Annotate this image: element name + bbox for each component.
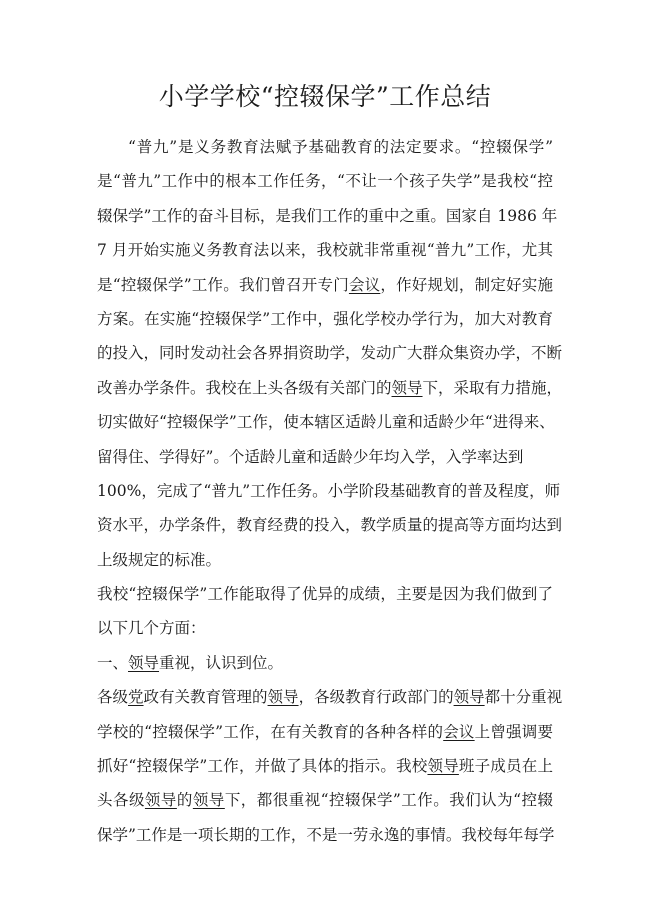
- underlined-term: 领导: [267, 688, 299, 707]
- text-segment: 留得住、学得好”。个适龄儿童和适龄少年均入学，入学率达到: [97, 447, 524, 466]
- text-segment: 辍保学”工作的奋斗目标，是我们工作的重中之重。国家自 1986 年: [97, 206, 558, 225]
- document-title: 小学学校“控辍保学”工作总结: [158, 82, 492, 111]
- text-line: [97, 611, 553, 645]
- text-segment: 是“控辍保学”工作。我们曾召开专门: [97, 275, 349, 294]
- text-line: [97, 474, 561, 508]
- text-line: [97, 749, 553, 783]
- text-line: [97, 715, 553, 749]
- text-segment: 下，采取有力措施，: [422, 378, 563, 397]
- text-line: [97, 164, 553, 198]
- text-line: [97, 199, 558, 233]
- text-segment: 学校的“控辍保学”工作，在有关教育的各种各样的: [97, 722, 444, 741]
- text-segment: 一、: [97, 653, 129, 672]
- text-line: [97, 405, 553, 439]
- text-line: [97, 371, 563, 405]
- text-line: [97, 233, 553, 267]
- text-line: [97, 577, 553, 611]
- text-segment: ，作好规划，制定好实施: [380, 275, 553, 294]
- text-segment: 保学”工作是一项长期的工作，不是一劳永逸的事情。我校每年每学: [97, 825, 555, 844]
- document-body: [97, 130, 563, 852]
- underlined-term: 领导: [453, 688, 485, 707]
- text-segment: 我校“控辍保学”工作能取得了优异的成绩，主要是因为我们做到了: [97, 585, 553, 604]
- text-segment: 上级规定的标准。: [97, 550, 222, 569]
- text-line: [97, 302, 553, 336]
- text-line: [97, 336, 563, 370]
- underlined-term: 党: [128, 688, 144, 707]
- underlined-term: 会议: [348, 275, 381, 294]
- text-segment: 是“普九”工作中的根本工作任务，“不让一个孩子失学”是我校“控: [97, 172, 553, 191]
- text-segment: 切实做好“控辍保学”工作，使本辖区适龄儿童和适龄少年“进得来、: [97, 413, 555, 432]
- underlined-term: 领导: [128, 653, 160, 672]
- text-segment: 上曾强调要: [474, 722, 553, 741]
- underlined-term: 领导: [192, 791, 225, 810]
- text-segment: 班子成员在上: [458, 757, 553, 776]
- text-line: [97, 508, 563, 542]
- text-segment: 重视，认识到位。: [159, 653, 284, 672]
- underlined-term: 领导: [427, 757, 459, 776]
- text-segment: 改善办学条件。我校在上头各级有关部门的: [97, 378, 392, 397]
- text-segment: 各级: [97, 688, 129, 707]
- text-line: [97, 680, 563, 714]
- text-segment: 7 月开始实施义务教育法以来，我校就非常重视“普九”工作，尤其: [97, 241, 553, 260]
- text-segment: 资水平，办学条件，教育经费的投入，教学质量的提高等方面均达到: [97, 516, 563, 535]
- text-line: [97, 440, 553, 474]
- text-line: [97, 268, 553, 302]
- text-segment: “普九”是义务教育法赋予基础教育的法定要求。“控辍保学”: [128, 138, 553, 156]
- text-line: [97, 646, 553, 680]
- text-line: [97, 130, 553, 164]
- text-segment: 的: [176, 791, 193, 810]
- text-segment: ，各级教育行政部门的: [298, 688, 454, 707]
- text-segment: 政有关教育管理的: [143, 688, 268, 707]
- text-segment: 抓好“控辍保学”工作，并做了具体的指示。我校: [97, 757, 428, 776]
- text-line: [97, 543, 553, 577]
- text-segment: 以下几个方面：: [97, 619, 206, 638]
- text-line: [97, 818, 553, 852]
- text-segment: 方案。在实施“控辍保学”工作中，强化学校办学行为，加大对教育: [97, 309, 553, 328]
- text-segment: 下，都很重视“控辍保学”工作。我们认为“控辍: [224, 791, 553, 810]
- text-segment: 都十分重视: [484, 688, 563, 707]
- text-segment: 的投入，同时发动社会各界捐资助学，发动广大群众集资办学，不断: [97, 344, 563, 363]
- underlined-term: 领导: [391, 378, 423, 397]
- text-line: [97, 783, 553, 817]
- text-segment: 100%，完成了“普九”工作任务。小学阶段基础教育的普及程度，师: [97, 481, 561, 500]
- text-segment: 头各级: [97, 791, 145, 810]
- underlined-term: 会议: [443, 722, 475, 741]
- underlined-term: 领导: [144, 791, 177, 810]
